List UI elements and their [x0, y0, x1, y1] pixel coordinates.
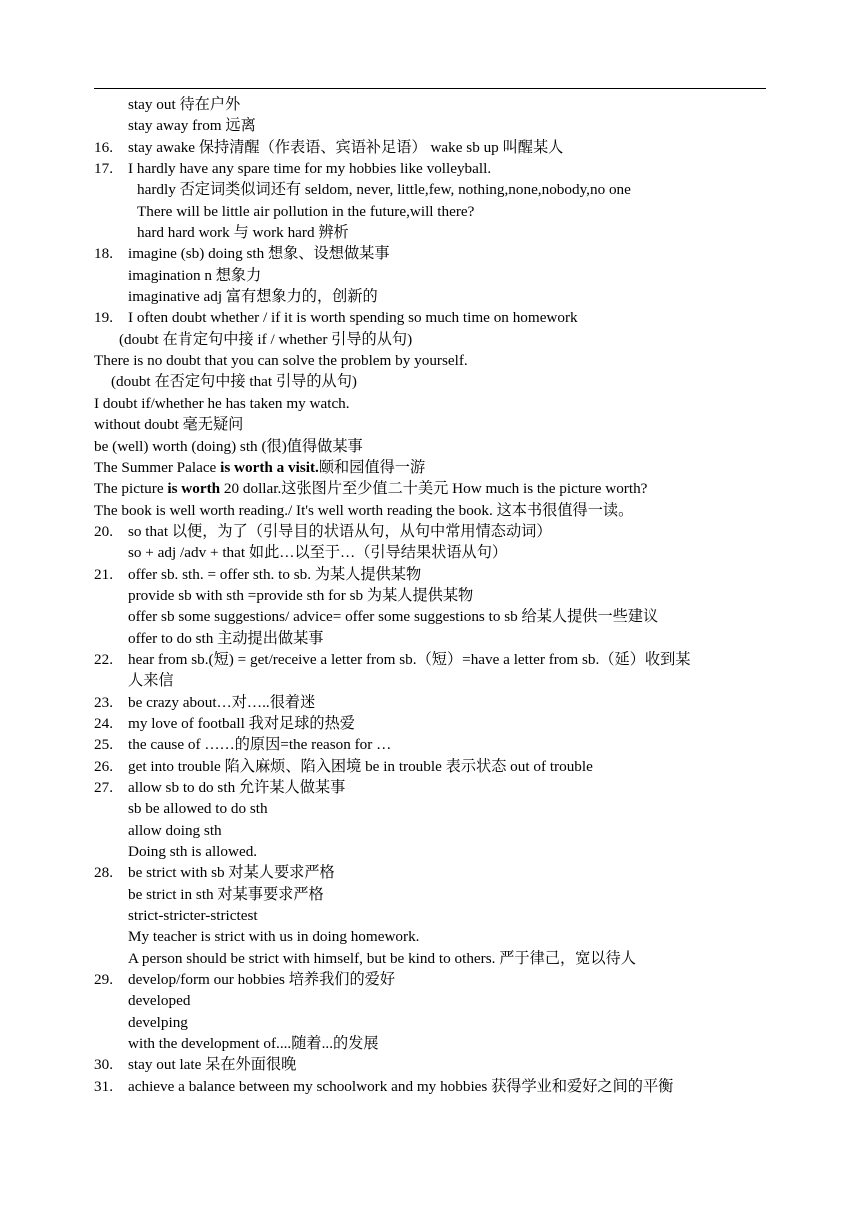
doc-line	[0, 478, 860, 499]
doc-line	[0, 350, 860, 371]
doc-line	[0, 926, 860, 947]
line-text-bold: is worth	[167, 480, 221, 498]
line-text: my love of football 我对足球的热爱	[128, 714, 355, 732]
line-text: There is no doubt that you can solve the problem by yourself.	[94, 352, 468, 370]
line-text-pre: The Summer Palace	[94, 458, 221, 476]
doc-line	[0, 393, 860, 414]
item-number: 31.	[94, 1077, 113, 1095]
line-text: My teacher is strict with us in doing homework.	[128, 928, 420, 946]
doc-line	[0, 884, 860, 905]
document-body	[0, 94, 860, 1097]
line-text: 人来信	[128, 672, 174, 690]
doc-line	[0, 798, 860, 819]
line-text: hear from sb.(短) = get/receive a letter from sb.（短）=have a letter from sb.（延）收到某	[128, 650, 691, 668]
doc-line	[0, 307, 860, 328]
doc-line	[0, 606, 860, 627]
doc-line	[0, 371, 860, 392]
item-number: 16.	[94, 138, 113, 156]
line-text: allow sb to do sth 允许某人做某事	[128, 779, 346, 796]
line-text: There will be little air pollution in the future,will there?	[137, 202, 475, 220]
doc-line	[0, 500, 860, 521]
doc-line	[0, 542, 860, 563]
line-text: be (well) worth (doing) sth (很)值得做某事	[94, 437, 363, 455]
doc-line	[0, 820, 860, 841]
line-text: imagine (sb) doing sth 想象、设想做某事	[128, 245, 390, 263]
line-text: developed	[128, 992, 191, 1010]
doc-line	[0, 841, 860, 862]
item-number: 29.	[94, 971, 113, 989]
line-text: offer to do sth 主动提出做某事	[128, 629, 324, 647]
doc-line	[0, 414, 860, 435]
doc-line	[0, 94, 860, 115]
item-number: 26.	[94, 757, 113, 775]
doc-line	[0, 564, 860, 585]
line-text: (doubt 在肯定句中接 if / whether 引导的从句)	[119, 330, 413, 348]
line-text	[94, 478, 647, 499]
line-text: I often doubt whether / if it is worth spending so much time on homework	[128, 309, 578, 327]
doc-line	[0, 137, 860, 158]
doc-line	[0, 948, 860, 969]
line-text: offer sb some suggestions/ advice= offer some suggestions to sb 给某人提供一些建议	[128, 608, 659, 626]
line-text: (doubt 在否定句中接 that 引导的从句)	[111, 373, 357, 391]
line-text: strict-stricter-strictest	[128, 907, 258, 925]
line-text: so that 以便，为了（引导目的状语从句，从句中常用情态动词）	[128, 522, 552, 540]
item-number: 27.	[94, 779, 113, 796]
doc-line	[0, 585, 860, 606]
line-text: with the development of....随着...的发展	[128, 1035, 379, 1053]
doc-line	[0, 201, 860, 222]
line-text: without doubt 毫无疑问	[94, 416, 244, 434]
line-text	[94, 457, 425, 478]
doc-line	[0, 265, 860, 286]
line-text: develop/form our hobbies 培养我们的爱好	[128, 971, 396, 989]
line-text: offer sb. sth. = offer sth. to sb. 为某人提供某物	[128, 565, 422, 583]
doc-line	[0, 862, 860, 883]
doc-line	[0, 158, 860, 179]
line-text: be crazy about…对…..很着迷	[128, 693, 316, 711]
line-text: be strict in sth 对某事要求严格	[128, 885, 324, 903]
line-text: stay out 待在户外	[128, 96, 241, 113]
doc-line	[0, 521, 860, 542]
doc-line	[0, 243, 860, 264]
doc-line	[0, 692, 860, 713]
doc-line	[0, 1076, 860, 1097]
line-text: get into trouble 陷入麻烦、陷入困境 be in trouble 表示状态 out of trouble	[128, 757, 593, 775]
line-text: achieve a balance between my schoolwork and my hobbies 获得学业和爱好之间的平衡	[128, 1077, 674, 1095]
line-text-bold: is worth a visit.	[220, 458, 319, 476]
doc-line	[0, 628, 860, 649]
item-number: 22.	[94, 650, 113, 668]
item-number: 20.	[94, 522, 113, 540]
doc-line	[0, 1054, 860, 1075]
item-number: 17.	[94, 160, 113, 178]
doc-line	[0, 286, 860, 307]
doc-line	[0, 115, 860, 136]
doc-line	[0, 969, 860, 990]
line-text: imaginative adj 富有想象力的，创新的	[128, 288, 378, 306]
line-text: I doubt if/whether he has taken my watch.	[94, 394, 350, 412]
line-text: The book is well worth reading./ It's well worth reading the book. 这本书很值得一读。	[94, 501, 634, 519]
line-text: develping	[128, 1013, 188, 1031]
item-number: 19.	[94, 309, 113, 327]
line-text: imagination n 想象力	[128, 266, 262, 284]
line-text: hard hard work 与 work hard 辨析	[137, 224, 349, 242]
item-number: 21.	[94, 565, 113, 583]
line-text-post: 20 dollar.这张图片至少值二十美元 How much is the picture worth?	[220, 480, 648, 498]
doc-line	[0, 734, 860, 755]
line-text: the cause of ……的原因=the reason for …	[128, 736, 392, 754]
line-text: be strict with sb 对某人要求严格	[128, 864, 335, 882]
doc-line	[0, 436, 860, 457]
doc-line	[0, 905, 860, 926]
item-number: 25.	[94, 736, 113, 754]
line-text-pre: The picture	[94, 480, 168, 498]
doc-line	[0, 756, 860, 777]
line-text: sb be allowed to do sth	[128, 800, 268, 818]
line-text: allow doing sth	[128, 821, 222, 839]
line-text: A person should be strict with himself, but be kind to others. 严于律己，宽以待人	[128, 949, 636, 967]
item-number: 28.	[94, 864, 113, 882]
header-rule	[94, 88, 766, 89]
line-text: Doing sth is allowed.	[128, 843, 258, 861]
doc-line	[0, 670, 860, 691]
line-text: provide sb with sth =provide sth for sb 为某人提供某物	[128, 586, 474, 604]
doc-line	[0, 1012, 860, 1033]
line-text: stay awake 保持清醒（作表语、宾语补足语） wake sb up 叫醒某人	[128, 138, 564, 156]
item-number: 30.	[94, 1056, 113, 1074]
doc-line	[0, 777, 860, 798]
line-text: I hardly have any spare time for my hobbies like volleyball.	[128, 160, 492, 178]
doc-line	[0, 457, 860, 478]
doc-line	[0, 713, 860, 734]
doc-line	[0, 329, 860, 350]
doc-line	[0, 649, 860, 670]
doc-line	[0, 179, 860, 200]
line-text: stay away from 远离	[128, 117, 256, 135]
line-text-post: 颐和园值得一游	[318, 458, 426, 476]
item-number: 18.	[94, 245, 113, 263]
line-text: hardly 否定词类似词还有 seldom, never, little,few, nothing,none,nobody,no one	[137, 181, 631, 199]
doc-line	[0, 222, 860, 243]
line-text: so + adj /adv + that 如此…以至于…（引导结果状语从句）	[128, 544, 508, 562]
doc-line	[0, 990, 860, 1011]
doc-line	[0, 1033, 860, 1054]
item-number: 23.	[94, 693, 113, 711]
item-number: 24.	[94, 714, 113, 732]
line-text: stay out late 呆在外面很晚	[128, 1056, 297, 1074]
